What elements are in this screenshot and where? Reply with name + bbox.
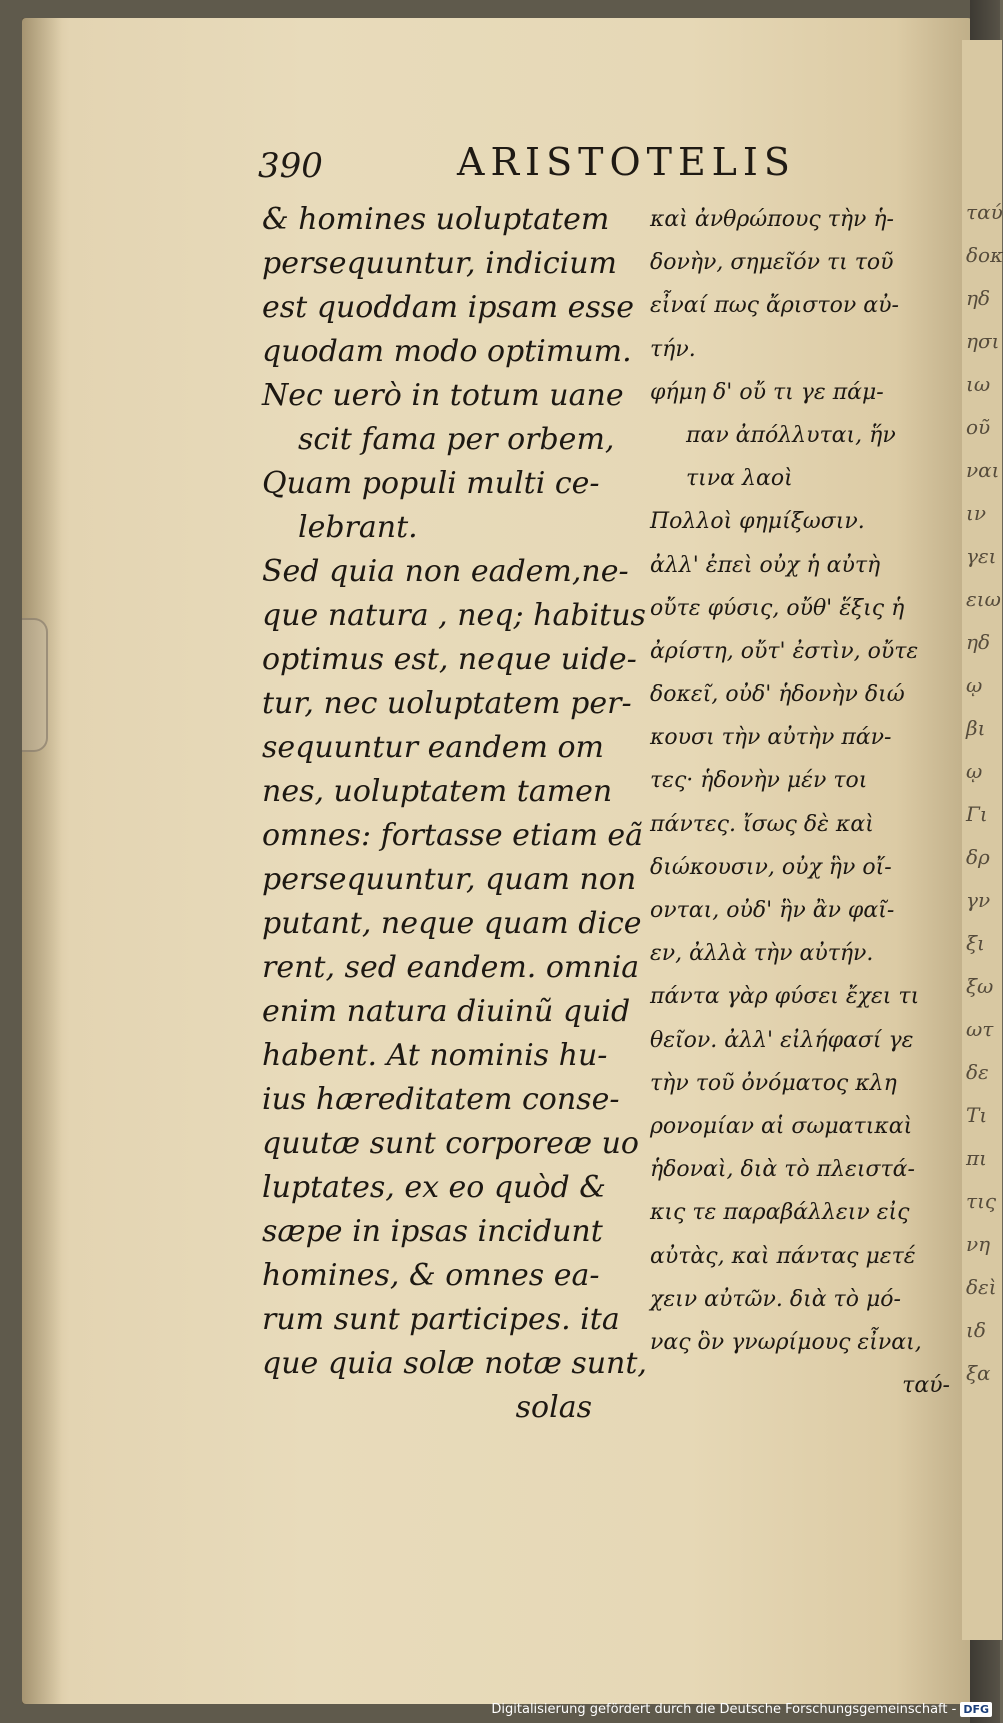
latin-line: ius hæreditatem conse-	[262, 1082, 620, 1117]
latin-line: optimus est, neque uide-	[262, 642, 637, 677]
greek-line: ἀλλ' ἐπεὶ οὐχ ἡ αὐτὴ	[650, 552, 881, 578]
greek-line: πάντες. ἴσως δὲ καὶ	[650, 811, 874, 837]
greek-catchword: ταύ-	[902, 1373, 950, 1399]
facing-page-fragment: νη	[966, 1232, 991, 1256]
greek-line: δονὴν, σημεῖόν τι τοῦ	[650, 250, 894, 276]
greek-line: ἀρίστη, οὔτ' ἐστὶν, οὔτε	[650, 638, 919, 664]
facing-page-fragment: ιν	[966, 501, 986, 525]
facing-page-fragment: τις	[966, 1189, 997, 1213]
latin-line: persequuntur, quam non	[262, 862, 637, 897]
greek-line: φήμη δ' οὔ τι γε πάμ-	[650, 379, 884, 405]
facing-page-fragment: Τι	[966, 1103, 988, 1127]
latin-line: sæpe in ipsas incidunt	[262, 1214, 603, 1249]
greek-line: οὔτε φύσις, οὔθ' ἕξις ἡ	[650, 595, 905, 621]
greek-line: ονται, οὐδ' ἣν ἂν φαῖ-	[650, 898, 895, 923]
greek-line: νας ὃν γνωρίμους εἶναι,	[650, 1329, 922, 1355]
latin-line: quutæ sunt corporeæ uo	[262, 1126, 639, 1161]
greek-column	[650, 198, 980, 1407]
facing-page-fragment: ωτ	[966, 1017, 994, 1041]
greek-line: ἡδοναὶ, διὰ τὸ πλειστά-	[650, 1157, 915, 1183]
latin-line: enim natura diuinũ quid	[262, 994, 631, 1029]
latin-line: Quam populi multi ce-	[262, 466, 600, 501]
greek-line: διώκουσιν, οὐχ ἣν οἴ-	[650, 854, 892, 880]
latin-line: scit fama per orbem,	[298, 422, 615, 457]
greek-line: θεῖον. ἀλλ' εἰλήφασί γε	[650, 1027, 914, 1053]
latin-line: persequuntur, indicium	[262, 246, 617, 281]
footer	[491, 1699, 992, 1719]
gutter-shadow	[22, 18, 62, 1704]
facing-page-fragment: οῦ	[966, 415, 991, 439]
latin-line: homines, & omnes ea-	[262, 1258, 600, 1293]
page-number: 390	[258, 146, 323, 186]
running-title: ARISTOTELIS	[457, 140, 796, 184]
latin-line: & homines uoluptatem	[262, 202, 610, 237]
facing-page-fragment: δρ	[966, 845, 990, 869]
facing-page-fragment: ῳ	[966, 673, 983, 697]
greek-line: εν, ἀλλὰ τὴν αὐτήν.	[650, 941, 874, 967]
facing-page-fragment: ηδ	[966, 286, 991, 310]
latin-line: est quoddam ipsam esse	[262, 290, 634, 325]
greek-line: τες· ἡδονὴν μέν τοι	[650, 768, 868, 794]
facing-page-fragment: ξω	[966, 974, 994, 998]
greek-line: δοκεῖ, οὐδ' ἡδονὴν διώ	[650, 682, 905, 708]
latin-line: lebrant.	[298, 510, 418, 545]
greek-line: κουσι τὴν αὐτὴν πάν-	[650, 725, 892, 751]
facing-page-fragment: Γι	[966, 802, 988, 826]
greek-line: εἶναί πως ἄριστον αὐ-	[650, 293, 899, 319]
latin-line: omnes: fortasse etiam eã	[262, 818, 644, 853]
facing-page-fragment: δοκ	[966, 243, 1003, 267]
facing-page-fragment: ῳ	[966, 759, 983, 783]
latin-line: quodam modo optimum.	[262, 334, 632, 369]
greek-line: Πολλοὶ φημίξωσιν.	[650, 509, 865, 535]
latin-catchword: solas	[515, 1390, 592, 1425]
latin-line: Sed quia non eadem,ne-	[262, 554, 629, 589]
latin-line: luptates, ex eo quòd &	[262, 1170, 606, 1205]
latin-line: Nec uerò in totum uane	[262, 378, 624, 413]
page-clip	[22, 618, 48, 752]
greek-line: χειν αὐτῶν. διὰ τὸ μό-	[650, 1286, 901, 1312]
facing-page-fragment: ηδ	[966, 630, 991, 654]
greek-line: πάντα γὰρ φύσει ἔχει τι	[650, 984, 920, 1010]
page-header	[22, 140, 972, 190]
dfg-logo: DFG	[960, 1702, 992, 1717]
facing-page-fragment: ξα	[966, 1361, 991, 1385]
greek-line: αὐτὰς, καὶ πάντας μετέ	[650, 1243, 916, 1269]
facing-page-fragment: ιω	[966, 372, 991, 396]
latin-line: putant, neque quam dice	[262, 906, 642, 941]
latin-line: rent, sed eandem. omnia	[262, 950, 640, 985]
facing-page-edge	[962, 40, 1002, 1640]
latin-line: rum sunt participes. ita	[262, 1302, 620, 1337]
facing-page-fragment: ναι	[966, 458, 1000, 482]
facing-page-fragment: δε	[966, 1060, 989, 1084]
facing-page-fragment: γν	[966, 888, 991, 912]
facing-page-fragment: ησι	[966, 329, 1000, 353]
greek-line: κις τε παραβάλλειν εἰς	[650, 1200, 910, 1226]
facing-page-fragment: δεὶ	[966, 1275, 997, 1299]
greek-line: τινα λαοὶ	[686, 466, 793, 492]
greek-line: ρονομίαν αἱ σωματικαὶ	[650, 1113, 913, 1139]
facing-page-fragment: ιδ	[966, 1318, 986, 1342]
book-page	[22, 18, 972, 1704]
greek-line: τήν.	[650, 336, 696, 362]
latin-line: que quia solæ notæ sunt,	[262, 1346, 647, 1381]
greek-line: καὶ ἀνθρώπους τὴν ἡ-	[650, 207, 894, 232]
latin-line: que natura , neq; habitus	[262, 598, 646, 633]
facing-page-fragment: ειω	[966, 587, 1001, 611]
footer-text: Digitalisierung gefördert durch die Deutsche Forschungsgemeinschaft -	[491, 1701, 957, 1717]
latin-line: habent. At nominis hu-	[262, 1038, 608, 1073]
latin-column	[262, 198, 647, 1430]
latin-line: sequuntur eandem om	[262, 730, 604, 765]
facing-page-fragment: γει	[966, 544, 997, 568]
latin-line: nes, uoluptatem tamen	[262, 774, 613, 809]
greek-line: παν ἀπόλλυται, ἥν	[686, 422, 896, 448]
facing-page-fragment: ξι	[966, 931, 985, 955]
greek-line: τὴν τοῦ ὀνόματος κλη	[650, 1070, 897, 1096]
facing-page-fragment: βι	[966, 716, 986, 740]
latin-line: tur, nec uoluptatem per-	[262, 686, 632, 721]
facing-page-fragment: πι	[966, 1146, 987, 1170]
facing-page-fragment: ταύ	[966, 200, 1003, 224]
